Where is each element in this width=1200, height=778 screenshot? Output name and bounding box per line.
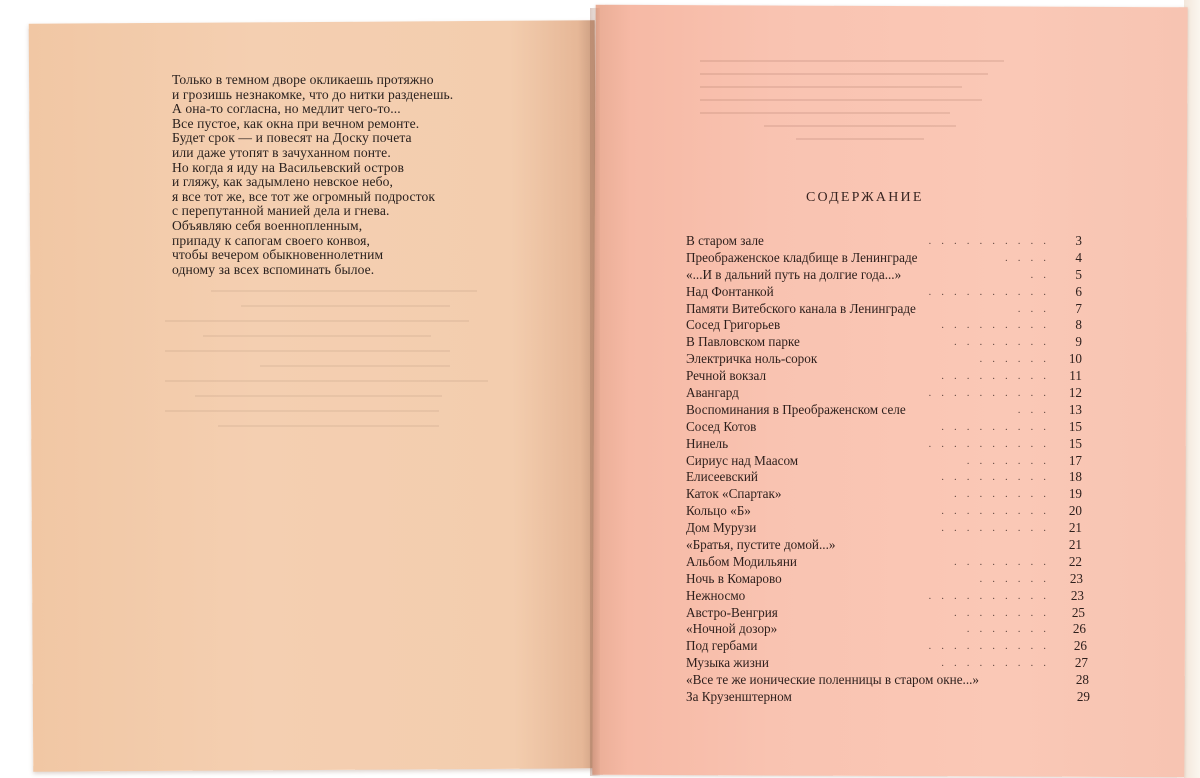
poem-line: и грозишь незнакомке, что до нитки разденешь. (172, 86, 454, 102)
toc-entry-page: 9 (1075, 334, 1082, 350)
poem-line: Все пустое, как окна при вечном ремонте. (172, 115, 420, 131)
toc-leader-dots: ........ (954, 606, 1056, 619)
poem-line: чтобы вечером обыкновеннолетним (172, 247, 384, 263)
toc-entry (686, 554, 1082, 571)
toc-leader-dots: ....... (966, 623, 1056, 636)
poem-line: Будет срок — и повесят на Доску почета (172, 130, 412, 146)
toc-leader-dots: .......... (928, 285, 1056, 298)
toc-entry (686, 334, 1082, 351)
toc-entry (686, 571, 1082, 588)
poem-line: Только в темном дворе окликаешь протяжно (172, 72, 434, 87)
poem-line: Но когда я иду на Васильевский остров (172, 159, 405, 175)
toc-entry (686, 503, 1082, 520)
toc-entry-title: Каток «Спартак» (686, 486, 782, 502)
toc-entry-page: 27 (1074, 655, 1088, 671)
toc-entry-title: Сосед Григорьев (686, 317, 781, 333)
toc-entry (686, 284, 1082, 301)
toc-entry (686, 604, 1085, 622)
toc-entry-page: 26 (1072, 621, 1086, 637)
toc-entry (686, 301, 1082, 318)
toc-entry (686, 486, 1082, 503)
poem-line: одному за всех вспоминать былое. (172, 261, 375, 277)
poem-line: припаду к сапогам своего конвоя, (172, 232, 370, 248)
poem-text (172, 73, 512, 277)
toc-entry-page: 19 (1068, 486, 1082, 502)
toc-entry (686, 638, 1087, 655)
toc-leader-dots: ........ (954, 555, 1056, 568)
toc-entry-page: 25 (1071, 604, 1085, 620)
toc-leader-dots: ....... (966, 454, 1056, 467)
show-through-text-left (165, 290, 545, 520)
toc-entry-title: Сосед Котов (686, 418, 757, 434)
toc-entry (686, 317, 1082, 334)
toc-entry-title: Музыка жизни (686, 655, 769, 671)
toc-leader-dots: ......... (941, 505, 1056, 518)
poem-line: или даже утопят в зачуханном понте. (172, 144, 391, 160)
toc-leader-dots: .......... (928, 235, 1056, 247)
toc-entry-page: 21 (1068, 520, 1082, 536)
toc-leader-dots: .... (1005, 251, 1056, 264)
poem-line: А она-то согласна, но медлит чего-то... (172, 101, 401, 117)
toc-entry-title: Воспоминания в Преображенском селе (686, 401, 906, 417)
toc-entry-page: 15 (1068, 435, 1082, 451)
toc-entry-title: Электричка ноль-сорок (686, 351, 818, 367)
poem-line: Объявляю себя военнопленным, (172, 217, 363, 233)
toc-leader-dots: ......... (941, 319, 1056, 332)
toc-entry-page: 8 (1075, 317, 1082, 333)
toc-entry-page: 3 (1075, 233, 1082, 248)
toc-entry-title: Дом Мурузи (686, 520, 757, 536)
toc-entry (686, 672, 1089, 689)
poem-line: я все тот же, все тот же огромный подросток (172, 188, 436, 204)
toc-entry (686, 588, 1082, 605)
toc-leader-dots: ......... (941, 471, 1056, 484)
toc-leader-dots: ........ (954, 336, 1056, 349)
toc-leader-dots: ... (1017, 302, 1056, 315)
toc-entry (686, 469, 1082, 486)
toc-entry-title: В Павловском парке (686, 334, 800, 350)
toc-entry-title: «Ночной дозор» (686, 621, 778, 637)
toc-entry-title: Кольцо «Б» (686, 503, 751, 519)
toc-leader-dots: .. (1030, 268, 1056, 281)
toc-entry-page: 28 (1075, 672, 1089, 688)
toc-leader-dots: ...... (979, 572, 1056, 585)
toc-entry-title: «...И в дальний путь на долгие года...» (686, 266, 902, 282)
toc-entry-page: 23 (1069, 570, 1083, 586)
toc-leader-dots: ...... (979, 353, 1056, 366)
toc-entry-title: Альбом Модильяни (686, 553, 797, 569)
toc-entry-page: 6 (1075, 283, 1082, 299)
toc-leader-dots: .......... (928, 387, 1056, 400)
toc-entry-title: Преображенское кладбище в Ленинграде (686, 249, 918, 265)
toc-entry (686, 385, 1082, 402)
toc-leader-dots: ......... (941, 420, 1056, 433)
toc-entry (686, 402, 1082, 419)
toc-entry (686, 233, 1082, 250)
toc-entry (686, 351, 1082, 368)
toc-entry-page: 10 (1068, 351, 1082, 367)
toc-entry-title: «Братья, пустите домой...» (686, 537, 836, 553)
toc-leader-dots: ......... (941, 657, 1056, 670)
table-of-contents (686, 233, 1090, 706)
toc-leader-dots: .......... (928, 437, 1056, 450)
toc-entry (686, 267, 1082, 284)
toc-entry-page: 4 (1075, 249, 1082, 265)
toc-entry-page: 26 (1073, 638, 1087, 654)
toc-entry-page: 12 (1068, 385, 1082, 401)
toc-entry (686, 537, 1082, 554)
toc-entry-title: Нежносмо (686, 587, 746, 603)
toc-entry-title: Под гербами (686, 638, 758, 654)
toc-entry-title: Елисеевский (686, 469, 758, 485)
toc-entry-title: «Все те же ионические поленницы в старом окне...» (686, 672, 980, 688)
toc-entry-page: 22 (1068, 553, 1082, 569)
show-through-text-right (700, 60, 1020, 170)
toc-entry (686, 419, 1082, 436)
toc-entry-title: Авангард (686, 385, 739, 401)
toc-entry-title: Ночь в Комарово (686, 570, 782, 586)
toc-entry-page: 11 (1069, 368, 1082, 384)
toc-entry-page: 21 (1068, 537, 1082, 553)
toc-entry-page: 7 (1075, 300, 1082, 316)
toc-entry-title: Над Фонтанкой (686, 283, 774, 299)
toc-entry-page: 13 (1068, 401, 1082, 417)
toc-entry (686, 655, 1088, 672)
toc-leader-dots: ......... (941, 370, 1056, 383)
poem-line: с перепутанной манией дела и гнева. (172, 203, 390, 219)
toc-entry-title: В старом зале (686, 233, 764, 248)
toc-leader-dots: .......... (928, 640, 1056, 653)
toc-entry-title: Австро-Венгрия (686, 604, 778, 620)
toc-leader-dots: .......... (928, 589, 1056, 602)
toc-entry-page: 15 (1068, 418, 1082, 434)
toc-entry (686, 621, 1086, 638)
toc-entry (686, 689, 1090, 706)
toc-entry-title: Речной вокзал (686, 368, 767, 384)
toc-entry-page: 23 (1070, 587, 1084, 603)
toc-entry-page: 17 (1068, 452, 1082, 468)
toc-entry-title: Памяти Витебского канала в Ленинграде (686, 300, 916, 316)
toc-heading: СОДЕРЖАНИЕ (806, 190, 924, 205)
poem-line: и гляжу, как задымлено невское небо, (172, 174, 394, 190)
toc-entry-title: За Крузенштерном (686, 689, 792, 705)
toc-leader-dots: ......... (941, 522, 1056, 535)
toc-leader-dots: ... (1017, 403, 1056, 416)
toc-entry-page: 20 (1068, 503, 1082, 519)
toc-entry-title: Сириус над Маасом (686, 452, 799, 468)
toc-entry (686, 453, 1082, 470)
toc-entry-title: Нинель (686, 435, 729, 451)
toc-leader-dots: ........ (954, 488, 1056, 501)
toc-entry-page: 18 (1068, 469, 1082, 485)
toc-entry (686, 436, 1082, 453)
toc-entry (686, 368, 1082, 385)
book-spine (590, 8, 600, 776)
toc-entry-page: 5 (1075, 266, 1082, 282)
toc-entry (686, 250, 1082, 267)
toc-entry-page: 29 (1076, 689, 1090, 705)
toc-entry (686, 520, 1082, 537)
